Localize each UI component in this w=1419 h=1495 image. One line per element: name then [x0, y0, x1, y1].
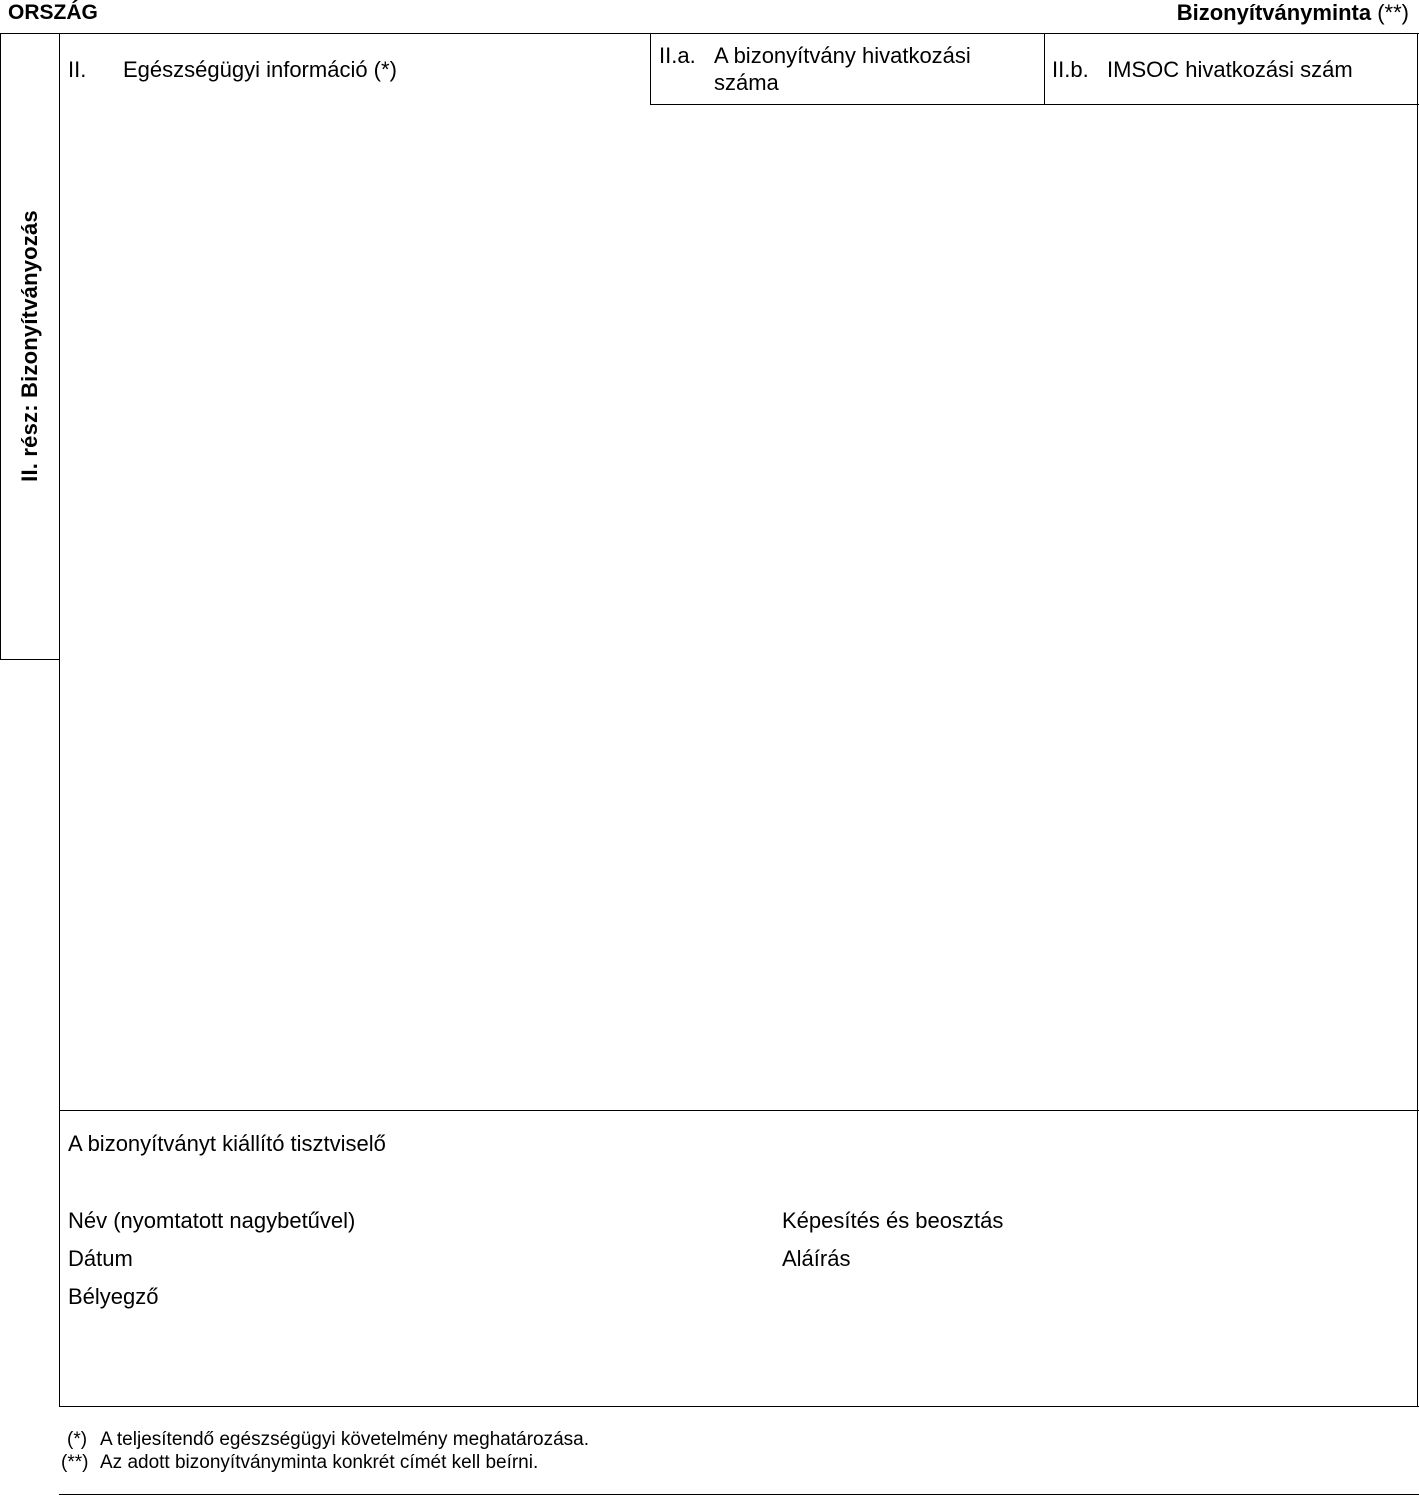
- official-bottom-border: [59, 1406, 1419, 1407]
- ref-a-left-border: [650, 33, 651, 104]
- certificate-model-title: [1177, 0, 1409, 26]
- ref-a-number: II.a.: [659, 43, 696, 68]
- footnote-2-text: Az adott bizonyítványminta konkrét címét kell beírni.: [100, 1452, 539, 1473]
- main-right-border: [1417, 33, 1418, 1407]
- section-number: II.: [68, 57, 87, 82]
- country-label: ORSZÁG: [8, 1, 98, 24]
- side-label: II. rész: Bizonyítványozás: [17, 210, 43, 482]
- side-label-container: [0, 33, 60, 659]
- footnote-1-text: A teljesítendő egészségügyi követelmény meghatározása.: [100, 1429, 590, 1450]
- footnote-1-mark: (*): [67, 1429, 88, 1450]
- name-label: Név (nyomtatott nagybetűvel): [68, 1208, 356, 1233]
- ref-a-title-line2: száma: [714, 70, 779, 95]
- date-label: Dátum: [68, 1246, 133, 1271]
- stamp-label: Bélyegző: [68, 1284, 159, 1309]
- model-title: Bizonyítványminta: [1176, 0, 1372, 25]
- section-title: Egészségügyi információ (*): [123, 57, 397, 82]
- footnote-2-mark: (**): [61, 1452, 89, 1473]
- qualification-label: Képesítés és beosztás: [782, 1208, 1004, 1233]
- health-information-area[interactable]: [60, 105, 1417, 1110]
- top-border: [0, 33, 1419, 34]
- official-heading: A bizonyítványt kiállító tisztviselő: [68, 1131, 386, 1156]
- ref-b-left-border: [1044, 33, 1045, 104]
- ref-b-number: II.b.: [1052, 57, 1089, 82]
- signature-label: Aláírás: [782, 1246, 851, 1271]
- ref-b-title: IMSOC hivatkozási szám: [1107, 57, 1353, 82]
- model-suffix: (**): [1377, 0, 1409, 25]
- side-panel-bottom-border: [0, 659, 60, 660]
- content-bottom-border: [59, 1110, 1419, 1111]
- ref-a-title-line1: A bizonyítvány hivatkozási: [714, 43, 971, 68]
